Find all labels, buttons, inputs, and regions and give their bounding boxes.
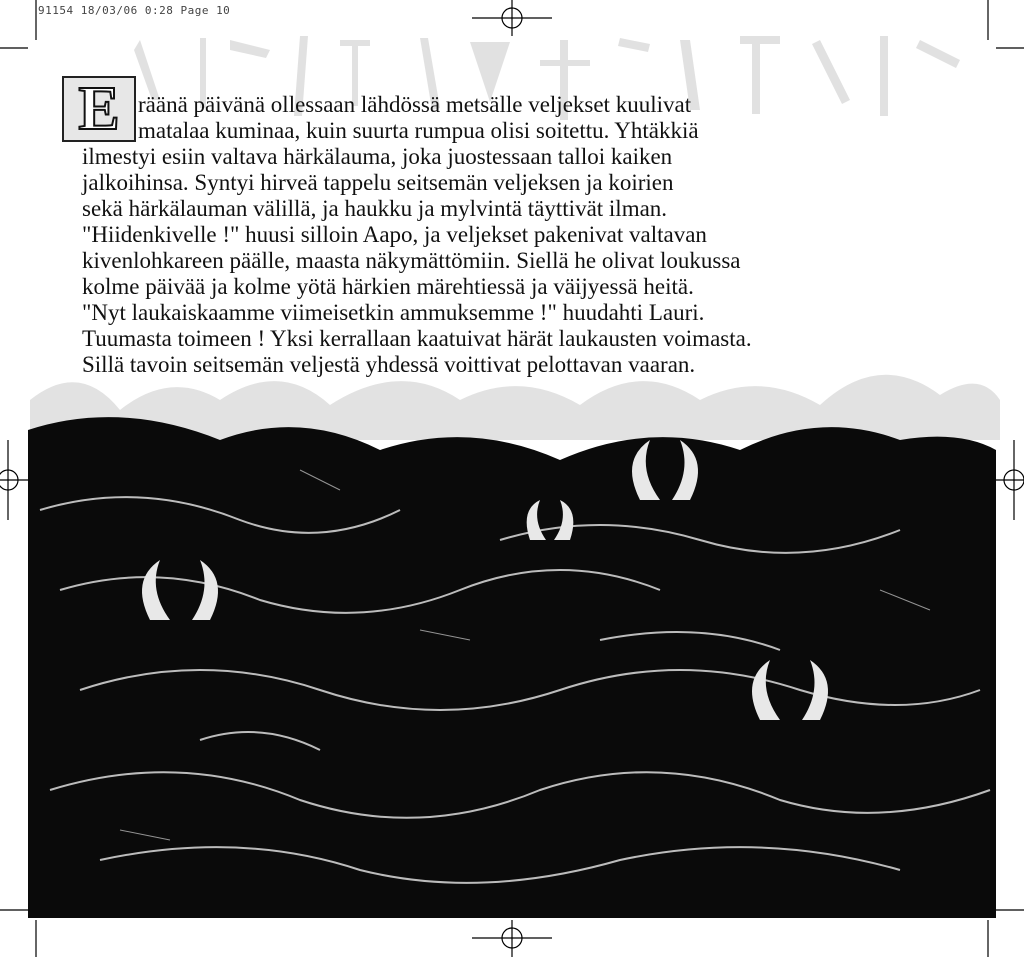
story-line: räänä päivänä ollessaan lähdössä metsälle veljekset kuulivat [138, 92, 692, 117]
story-line: Sillä tavoin seitsemän veljestä yhdessä voittivat pelottavan vaaran. [82, 352, 696, 377]
drop-cap-letter: E [78, 75, 120, 143]
story-line: matalaa kuminaa, kuin suurta rumpua olisi soitettu. Yhtäkkiä [138, 118, 699, 143]
bull-herd-illustration [0, 390, 1024, 920]
story-line: sekä härkälauman välillä, ja haukku ja mylvintä täyttivät ilman. [82, 196, 668, 221]
print-slug: 91154 18/03/06 0:28 Page 10 [38, 4, 231, 17]
story-line: "Nyt laukaiskaamme viimeisetkin ammuksemme !" huudahti Lauri. [82, 300, 705, 325]
story-line: jalkoihinsa. Syntyi hirveä tappelu seitsemän veljeksen ja koirien [82, 170, 674, 195]
story-line: kolme päivää ja kolme yötä härkien märehtiessä ja väijyessä heitä. [82, 274, 694, 299]
story-line: ilmestyi esiin valtava härkälauma, joka juostessaan talloi kaiken [82, 144, 673, 169]
story-line: "Hiidenkivelle !" huusi silloin Aapo, ja veljekset pakenivat valtavan [82, 222, 707, 247]
story-line: kivenlohkareen päälle, maasta näkymättömiin. Siellä he olivat loukussa [82, 248, 741, 273]
story-text [82, 92, 982, 378]
story-line: Tuumasta toimeen ! Yksi kerrallaan kaatuivat härät laukausten voimasta. [82, 326, 752, 351]
